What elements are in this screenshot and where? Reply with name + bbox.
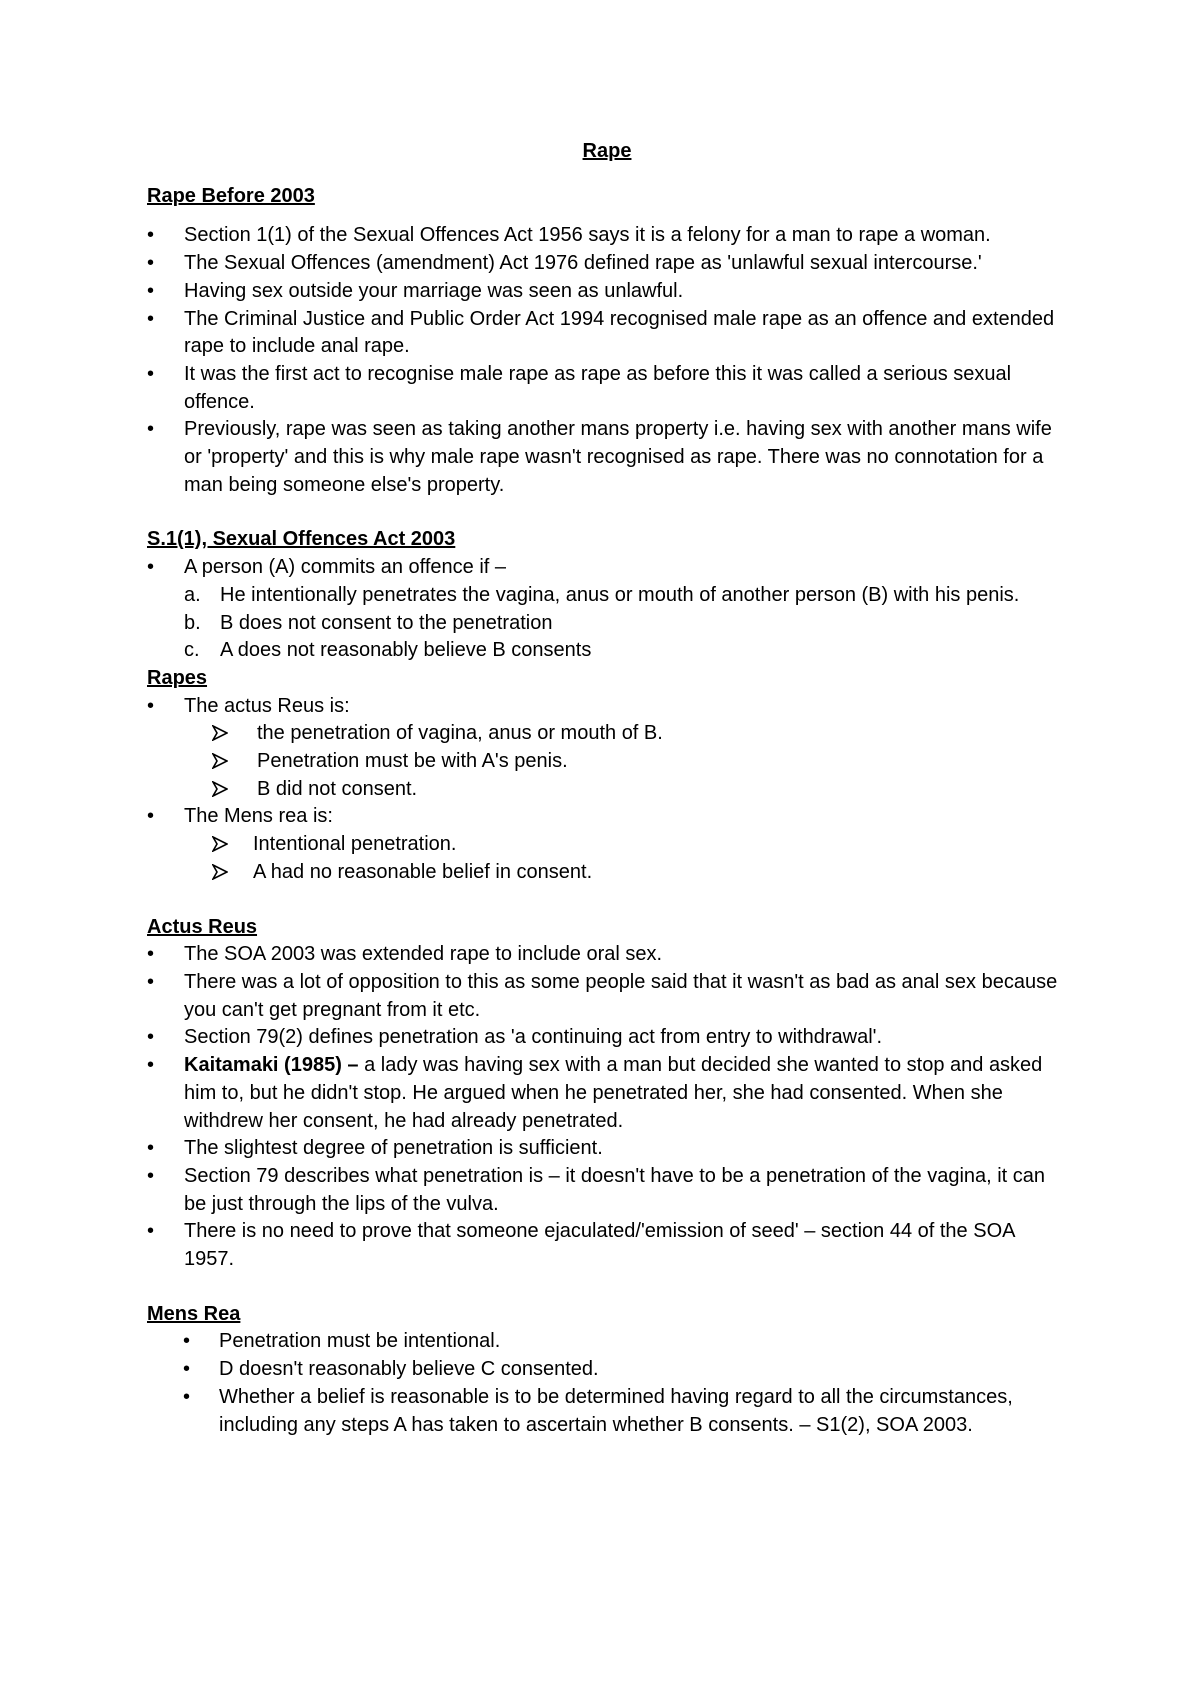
arrowhead-bullet-icon (212, 836, 228, 852)
list-item (147, 859, 1067, 887)
soa-2003-list (147, 554, 1067, 582)
list-item-text: B did not consent. (257, 777, 418, 800)
list-marker: b. (184, 611, 201, 634)
rape-before-2003-list (147, 222, 1067, 499)
list-item: • A person (A) commits an offence if – (147, 554, 1067, 582)
rapes-list (147, 693, 1067, 887)
mens-rea-list (147, 1328, 1067, 1439)
heading-mens-rea: Mens Rea (147, 1302, 241, 1325)
list-item: • Penetration must be intentional. (147, 1328, 1067, 1356)
list-item: • The Sexual Offences (amendment) Act 1976 defined rape as 'unlawful sexual intercourse.' (147, 250, 1067, 278)
list-item (147, 831, 1067, 859)
case-description: a lady was having sex with a man but decided she wanted to stop and asked him to, but he didn't stop. He argued when he penetrated her, she had consented. When she withdrew her consent, he had already penetrated. (184, 1054, 1043, 1132)
list-item (147, 637, 1067, 665)
list-item: • D doesn't reasonably believe C consented. (147, 1356, 1067, 1384)
list-item: • The SOA 2003 was extended rape to include oral sex. (147, 941, 1067, 969)
offence-elements-list (147, 582, 1067, 665)
arrowhead-bullet-icon (212, 864, 228, 880)
list-item-text: the penetration of vagina, anus or mouth of B. (257, 722, 663, 745)
case-name: Kaitamaki (1985) – (184, 1054, 359, 1077)
list-item-text: A had no reasonable belief in consent. (253, 860, 593, 883)
heading-soa-2003: S.1(1), Sexual Offences Act 2003 (147, 528, 456, 551)
list-item: • Section 79(2) defines penetration as 'a continuing act from entry to withdrawal'. (147, 1024, 1067, 1052)
list-marker: c. (184, 639, 200, 662)
list-item: • The slightest degree of penetration is sufficient. (147, 1135, 1067, 1163)
list-item: • Section 1(1) of the Sexual Offences Act 1956 says it is a felony for a man to rape a woman. (147, 222, 1067, 250)
list-item-text: Penetration must be with A's penis. (257, 750, 568, 773)
list-item (147, 1052, 1067, 1135)
list-marker: a. (184, 583, 201, 606)
list-item: • Having sex outside your marriage was seen as unlawful. (147, 278, 1067, 306)
list-item: • There is no need to prove that someone ejaculated/'emission of seed' – section 44 of the SOA 1957. (147, 1218, 1067, 1273)
list-item: • It was the first act to recognise male rape as rape as before this it was called a serious sexual offence. (147, 361, 1067, 416)
list-item: • There was a lot of opposition to this as some people said that it wasn't as bad as anal sex because you can't get pregnant from it etc. (147, 969, 1067, 1024)
list-item (147, 748, 1067, 776)
list-item (147, 803, 1067, 886)
list-item-text: Intentional penetration. (253, 833, 457, 856)
arrowhead-bullet-icon (212, 753, 228, 769)
list-item (147, 720, 1067, 748)
heading-actus-reus: Actus Reus (147, 915, 258, 938)
list-item: • Section 79 describes what penetration is – it doesn't have to be a penetration of the vagina, it can be just through the lips of the vulva. (147, 1163, 1067, 1218)
list-item: • Previously, rape was seen as taking another mans property i.e. having sex with another mans wife or 'property' and this is why male rape wasn't recognised as rape. There was no connotation for a man being someone else's property. (147, 416, 1067, 499)
mens-rea-elements (147, 831, 1067, 886)
document-page (147, 138, 1067, 1439)
list-item-text: The Mens rea is: (184, 805, 333, 828)
document-title: Rape (582, 140, 632, 162)
heading-rapes: Rapes (147, 666, 208, 689)
list-item (147, 582, 1067, 610)
list-item: • The Criminal Justice and Public Order Act 1994 recognised male rape as an offence and extended rape to include anal rape. (147, 306, 1067, 361)
actus-reus-elements (147, 720, 1067, 803)
list-item-text: The actus Reus is: (184, 694, 350, 717)
arrowhead-bullet-icon (212, 781, 228, 797)
list-item (147, 610, 1067, 638)
list-item-text: A does not reasonably believe B consents (220, 639, 592, 662)
actus-reus-list (147, 941, 1067, 1273)
list-item-text: He intentionally penetrates the vagina, anus or mouth of another person (B) with his penis. (220, 583, 1020, 606)
list-item: • Whether a belief is reasonable is to be determined having regard to all the circumstances, including any steps A has taken to ascertain whether B consents. – S1(2), SOA 2003. (147, 1384, 1067, 1439)
list-item (147, 693, 1067, 804)
list-item-text: B does not consent to the penetration (220, 611, 553, 634)
list-item (147, 776, 1067, 804)
arrowhead-bullet-icon (212, 725, 228, 741)
heading-rape-before-2003: Rape Before 2003 (147, 184, 315, 207)
